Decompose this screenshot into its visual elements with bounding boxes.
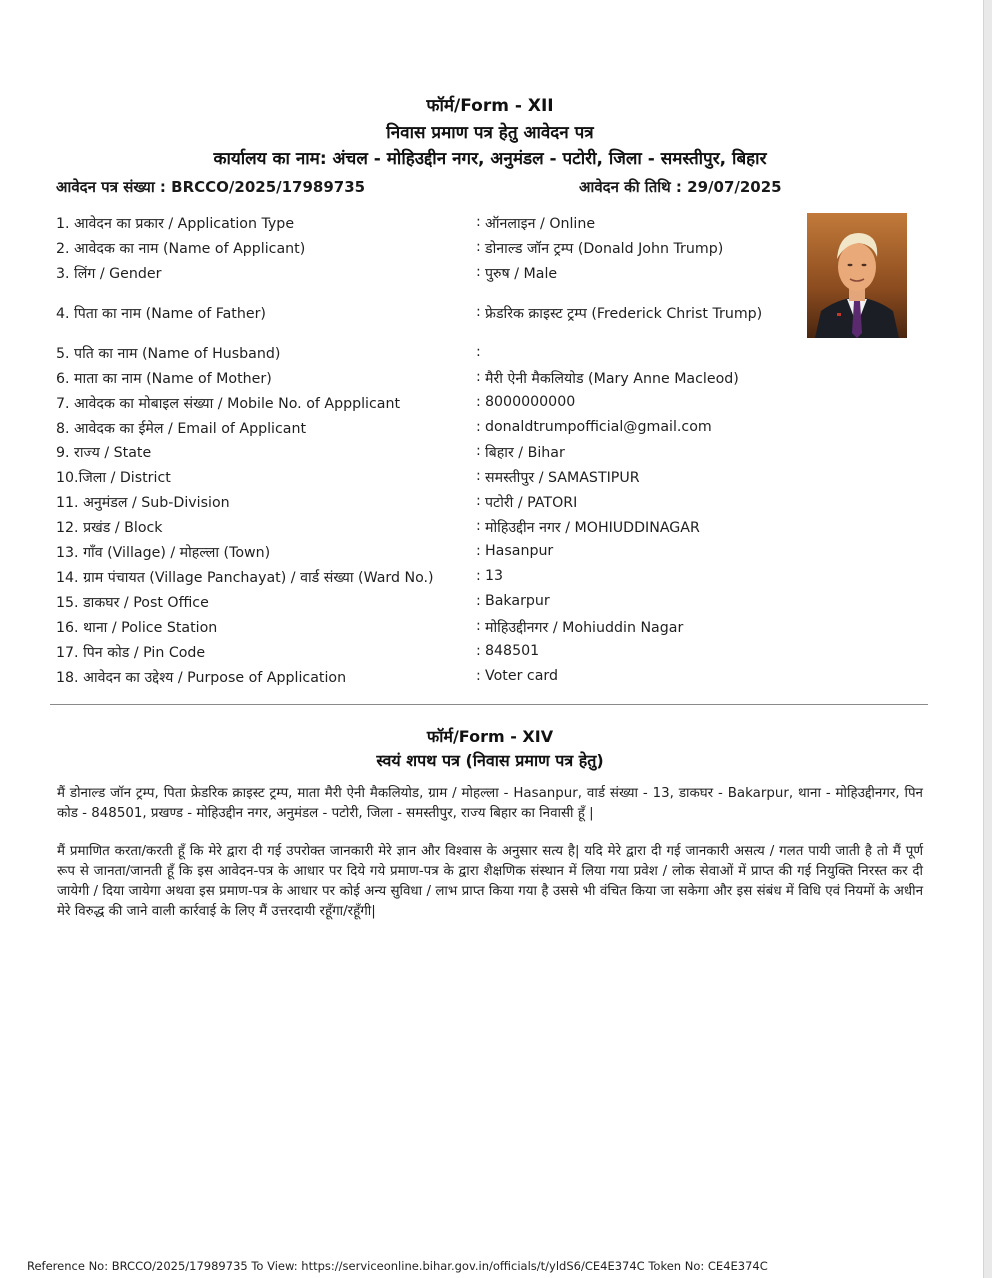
application-date: आवेदन की तिथि : 29/07/2025 [579,178,782,196]
field-label: 1. आवेदन का प्रकार / Application Type [56,216,295,232]
field-value: 848501 [485,643,540,659]
field-label: 14. ग्राम पंचायत (Village Panchayat) / वार्ड संख्या (Ward No.) [56,570,434,586]
applicant-photo [807,213,907,338]
field-separator: : [476,568,481,584]
field-separator: : [476,593,481,609]
field-value: ऑनलाइन / Online [485,216,596,232]
field-label: 4. पिता का नाम (Name of Father) [56,306,266,322]
field-value: डोनाल्ड जॉन ट्रम्प (Donald John Trump) [485,241,724,257]
field-separator: : [476,264,481,280]
field-value: मैरी ऐनी मैकलियोड (Mary Anne Macleod) [485,371,739,387]
affidavit-paragraph-declaration: मैं प्रमाणित करता/करती हूँ कि मेरे द्वारा दी गई उपरोक्त जानकारी मेरे ज्ञान और विश्वास के अनुसार सत्य है| यदि मेरे द्वारा दी गई जानकारी असत्य / गलत पायी जाती है तो मैं पूर्ण रूप से जानता/जानती हूँ कि इस आवेदन-पत्र के आधार पर दिये गये प्रमाण-पत्र के द्वारा शैक्षणिक संस्थान में लिया गया प्रवेश / लोक सेवाओं में प्राप्त की गई नियुक्ति निरस्त कर दी जायेगी / दिया जायेगा अथवा इस प्रमाण-पत्र के आधार पर कोई अन्य सुविधा / लाभ प्राप्त किया गया है उससे भी वंचित किया जा सकेगा और इस संबंध में विधि एवं नियमों के अधीन मेरे विरुद्ध की जाने वाली कार्रवाई के लिए मैं उत्तरदायी रहूँगा/रहूँगी| [57,844,923,919]
field-label: 8. आवेदक का ईमेल / Email of Applicant [56,421,307,437]
field-separator: : [476,468,481,484]
field-label: 17. पिन कोड / Pin Code [56,645,206,661]
field-separator: : [476,394,481,410]
field-label: 10.जिला / District [56,470,171,486]
field-separator: : [476,543,481,559]
field-separator: : [476,493,481,509]
field-separator: : [476,239,481,255]
field-label: 12. प्रखंड / Block [56,520,163,536]
field-label: 13. गाँव (Village) / मोहल्ला (Town) [56,545,271,561]
affidavit-form-title: फॉर्म/Form - XIV [426,727,554,746]
field-label: 6. माता का नाम (Name of Mother) [56,371,272,387]
field-value: फ्रेडरिक क्राइस्ट ट्रम्प (Frederick Christ Trump) [485,306,763,322]
reference-footer: Reference No: BRCCO/2025/17989735 To View: https://serviceonline.bihar.gov.in/officials/t/yldS6/CE4E374C Token No: CE4E374C [27,1259,768,1273]
field-label: 18. आवेदन का उद्देश्य / Purpose of Application [56,670,347,686]
field-value: मोहिउद्दीन नगर / MOHIUDDINAGAR [485,520,700,536]
field-separator: : [476,419,481,435]
field-label: 16. थाना / Police Station [56,620,218,636]
application-title: निवास प्रमाण पत्र हेतु आवेदन पत्र [386,123,594,143]
field-label: 11. अनुमंडल / Sub-Division [56,495,230,511]
affidavit-title: स्वयं शपथ पत्र (निवास प्रमाण पत्र हेतु) [376,751,604,770]
field-value: 13 [485,568,504,584]
section-divider [50,704,928,705]
field-value: पुरुष / Male [485,266,558,282]
affidavit-paragraph-residence: मैं डोनाल्ड जॉन ट्रम्प, पिता फ्रेडरिक क्राइस्ट ट्रम्प, माता मैरी ऐनी मैकलियोड, ग्राम / मोहल्ला - Hasanpur, वार्ड संख्या - 13, डाकघर - Bakarpur, थाना - मोहिउद्दीनगर, पिन कोड - 848501, प्रखण्ड - मोहिउद्दीन नगर, अनुमंडल - पटोरी, जिला - समस्तीपुर, राज्य बिहार का निवासी हूँ | [57,786,923,821]
field-separator: : [476,668,481,684]
field-label: 5. पति का नाम (Name of Husband) [56,346,281,362]
field-label: 2. आवेदक का नाम (Name of Applicant) [56,241,306,257]
office-line: कार्यालय का नाम: अंचल - मोहिउद्दीन नगर, अनुमंडल - पटोरी, जिला - समस्तीपुर, बिहार [213,149,767,169]
field-value: समस्तीपुर / SAMASTIPUR [485,470,640,486]
field-value: 8000000000 [485,394,576,410]
field-value: बिहार / Bihar [485,445,565,461]
field-separator: : [476,369,481,385]
page-edge [983,0,992,1278]
field-value: Bakarpur [485,593,550,609]
field-separator: : [476,643,481,659]
field-label: 9. राज्य / State [56,445,152,461]
form-title: फॉर्म/Form - XII [426,96,554,116]
field-label: 15. डाकघर / Post Office [56,595,209,611]
field-value: पटोरी / PATORI [485,495,578,511]
field-separator: : [476,304,481,320]
field-separator: : [476,344,481,360]
field-value: Voter card [485,668,559,684]
field-value: Hasanpur [485,543,554,559]
field-separator: : [476,518,481,534]
field-value: मोहिउद्दीनगर / Mohiuddin Nagar [485,620,684,636]
field-value: donaldtrumpofficial@gmail.com [485,419,712,435]
field-separator: : [476,618,481,634]
application-number: आवेदन पत्र संख्या : BRCCO/2025/17989735 [56,178,366,196]
field-label: 3. लिंग / Gender [56,266,162,282]
field-separator: : [476,214,481,230]
field-separator: : [476,443,481,459]
field-label: 7. आवेदक का मोबाइल संख्या / Mobile No. of Appplicant [56,396,401,412]
